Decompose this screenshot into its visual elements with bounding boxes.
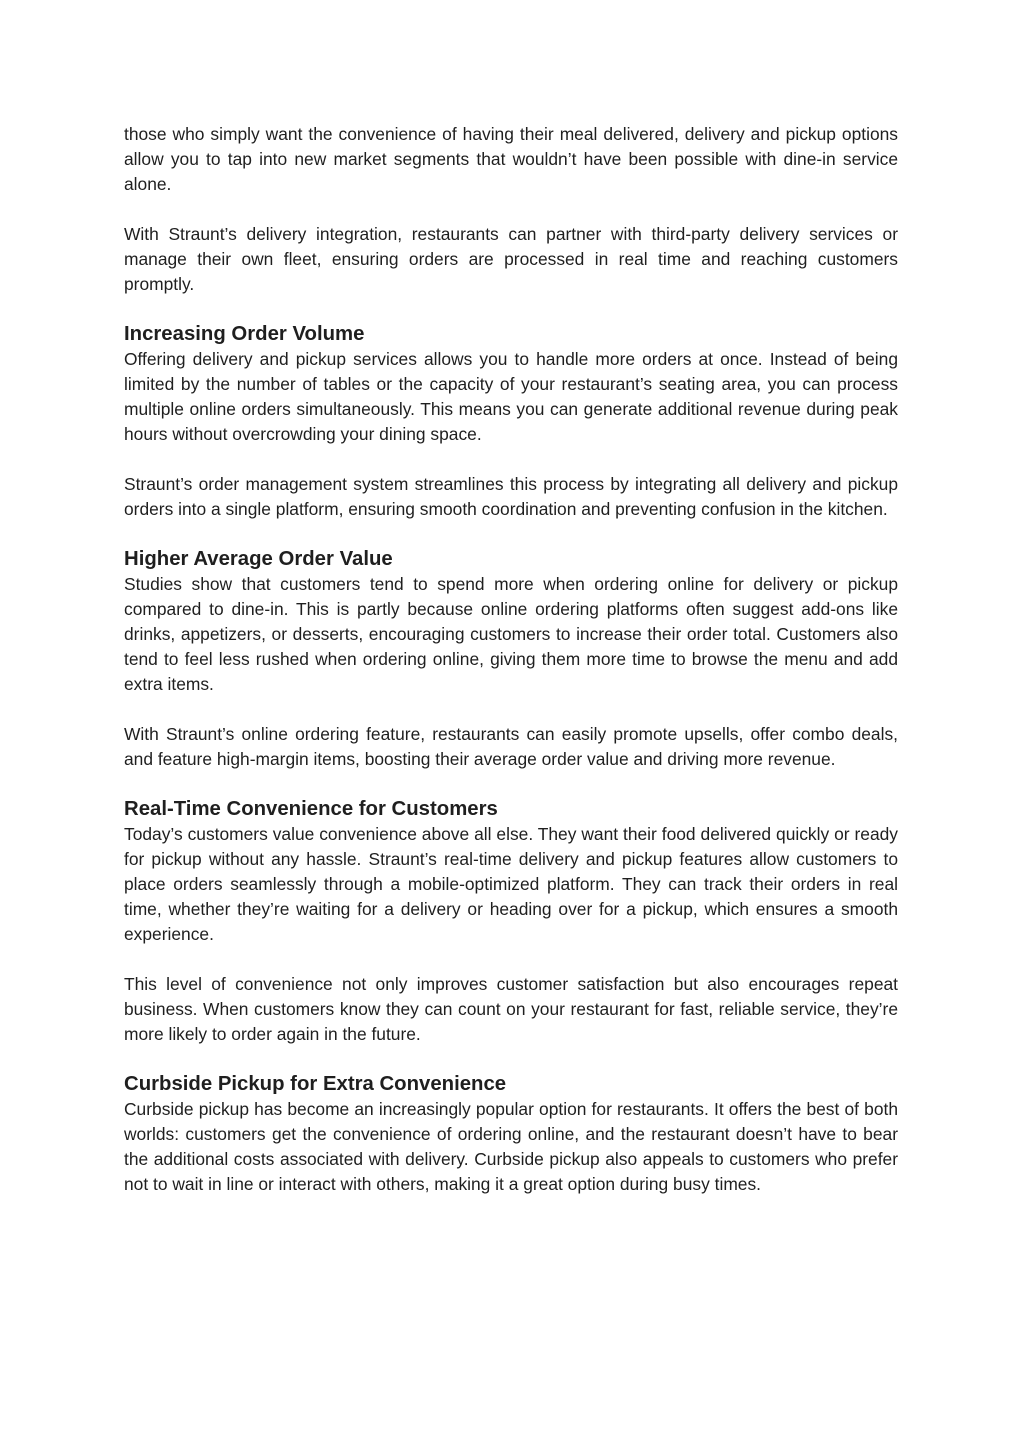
section-paragraph: This level of convenience not only improves customer satisfaction but also encourages repeat business. When customers know they can count on your restaurant for fast, reliable service, they’re more likely to order again in the future. — [124, 974, 898, 1044]
section-heading: Curbside Pickup for Extra Convenience — [124, 1073, 507, 1095]
section-paragraph: Curbside pickup has become an increasingly popular option for restaurants. It offers the best of both worlds: customers get the convenience of ordering online, and the restaurant doesn’t have to bear the additional costs associated with delivery. Curbside pickup also appeals to customers who prefer not to wait in line or interact with others, making it a great option during busy times. — [124, 1099, 898, 1194]
section-heading: Real-Time Convenience for Customers — [124, 798, 498, 820]
section-paragraph: Studies show that customers tend to spend more when ordering online for delivery or pickup compared to dine-in. This is partly because online ordering platforms often suggest add-ons like drinks, appetizers, or desserts, encouraging customers to increase their order total. Customers also tend to feel less rushed when ordering online, giving them more time to browse the menu and add extra items. — [124, 574, 898, 694]
section-heading: Higher Average Order Value — [124, 548, 393, 570]
document-page — [124, 122, 898, 1222]
intro-paragraph: those who simply want the convenience of having their meal delivered, delivery and pickup options allow you to tap into new market segments that wouldn’t have been possible with dine-in service alone. — [124, 124, 898, 194]
section-heading: Increasing Order Volume — [124, 323, 365, 345]
section-paragraph: With Straunt’s online ordering feature, restaurants can easily promote upsells, offer combo deals, and feature high-margin items, boosting their average order value and driving more revenue. — [124, 724, 898, 769]
section-paragraph: Offering delivery and pickup services allows you to handle more orders at once. Instead of being limited by the number of tables or the capacity of your restaurant’s seating area, you can process multiple online orders simultaneously. This means you can generate additional revenue during peak hours without overcrowding your dining space. — [124, 349, 898, 444]
intro-paragraph: With Straunt’s delivery integration, restaurants can partner with third-party delivery services or manage their own fleet, ensuring orders are processed in real time and reaching customers promptly. — [124, 224, 898, 294]
section-paragraph: Straunt’s order management system streamlines this process by integrating all delivery and pickup orders into a single platform, ensuring smooth coordination and preventing confusion in the kitchen. — [124, 474, 898, 519]
section-paragraph: Today’s customers value convenience above all else. They want their food delivered quickly or ready for pickup without any hassle. Straunt’s real-time delivery and pickup features allow customers to place orders seamlessly through a mobile-optimized platform. They can track their orders in real time, whether they’re waiting for a delivery or heading over for a pickup, which ensures a smooth experience. — [124, 824, 898, 944]
